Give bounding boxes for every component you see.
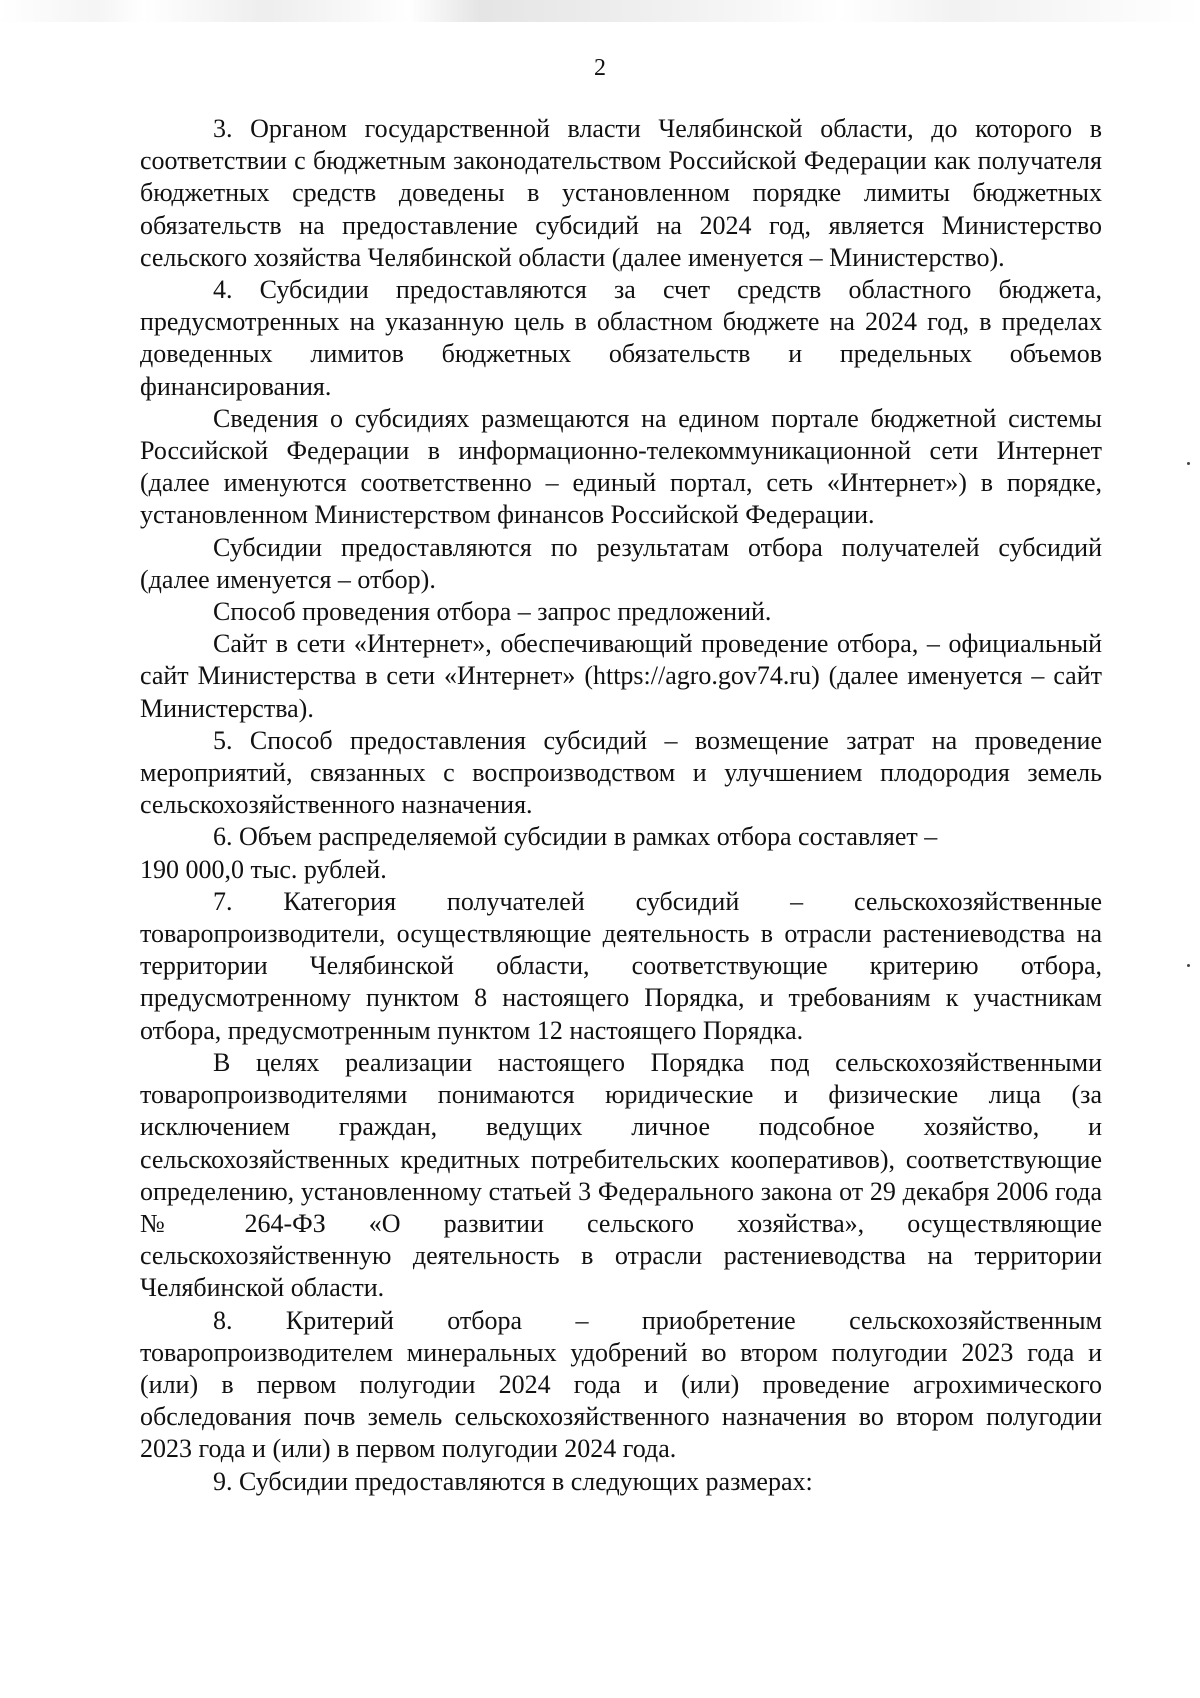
paragraph-9-subsidy-amounts: 9. Субсидии предоставляются в следующих размерах: <box>213 1466 813 1496</box>
page-number: 2 <box>594 55 606 81</box>
scan-artifact-strip <box>0 0 1200 22</box>
paragraph-selection-method: Способ проведения отбора – запрос предложений. <box>213 597 772 627</box>
paragraph-selection-results: Субсидии предоставляются по результатам отбора получателей субсидий (далее именуется – отбор). <box>140 532 1102 594</box>
document-body <box>140 113 1102 1498</box>
paragraph-4-funding-source: 4. Субсидии предоставляются за счет средств областного бюджета, предусмотренных на указанную цель в областном бюджете на 2024 год, в пределах доведенных лимитов бюджетных обязательств и предельных объемов финансирования. <box>140 275 1102 401</box>
paragraph-6-subsidy-amount: 190 000,0 тыс. рублей. <box>140 854 387 884</box>
paragraph-8-selection-criterion: 8. Критерий отбора – приобретение сельскохозяйственным товаропроизводителем минеральных удобрений во втором полугодии 2023 года и (или) в первом полугодии 2024 года и (или) проведение агрохимического обследования почв земель сельскохозяйственного назначения во втором полугодии 2023 года и (или) в первом полугодии 2024 года. <box>140 1305 1102 1464</box>
scan-speck <box>1187 462 1190 465</box>
paragraph-3-executive-authority: 3. Органом государственной власти Челябинской области, до которого в соответствии с бюджетным законодательством Российской Федерации как получателя бюджетных средств доведены в установленном порядке лимиты бюджетных обязательств на предоставление субсидий на 2024 год, является Министерство сельского хозяйства Челябинской области (далее именуется – Министерство). <box>140 114 1102 272</box>
paragraph-subsidy-info-portal: Сведения о субсидиях размещаются на едином портале бюджетной системы Российской Федерации в информационно-телекоммуникационной сети Интернет (далее именуются соответственно – единый портал, сеть «Интернет») в порядке, установленном Министерством финансов Российской Федерации. <box>140 403 1102 530</box>
paragraph-selection-website: Сайт в сети «Интернет», обеспечивающий проведение отбора, – официальный сайт Министерства в сети «Интернет» (https://agro.gov74.ru) (далее именуется – сайт Министерства). <box>140 629 1102 723</box>
paragraph-7-recipient-category: 7. Категория получателей субсидий – сельскохозяйственные товаропроизводители, осуществляющие деятельность в отрасли растениеводства на территории Челябинской области, соответствующие критерию отбора, предусмотренному пунктом 8 настоящего Порядка, и требованиям к участникам отбора, предусмотренным пунктом 12 настоящего Порядка. <box>140 886 1102 1045</box>
scan-speck <box>1187 964 1190 967</box>
paragraph-5-provision-method: 5. Способ предоставления субсидий – возмещение затрат на проведение мероприятий, связанных с воспроизводством и улучшением плодородия земель сельскохозяйственного назначения. <box>140 725 1102 820</box>
paragraph-6-subsidy-volume: 6. Объем распределяемой субсидии в рамках отбора составляет – <box>213 822 938 852</box>
paragraph-producer-definition: В целях реализации настоящего Порядка под сельскохозяйственными товаропроизводителями понимаются юридические и физические лица (за исключением граждан, ведущих личное подсобное хозяйство, и сельскохозяйственных кредитных потребительских кооперативов), соответствующие определению, установленному статьей 3 Федерального закона от 29 декабря 2006 года № 264-ФЗ «О развитии сельского хозяйства», осуществляющие сельскохозяйственную деятельность в отрасли растениеводства на территории Челябинской области. <box>140 1047 1102 1303</box>
